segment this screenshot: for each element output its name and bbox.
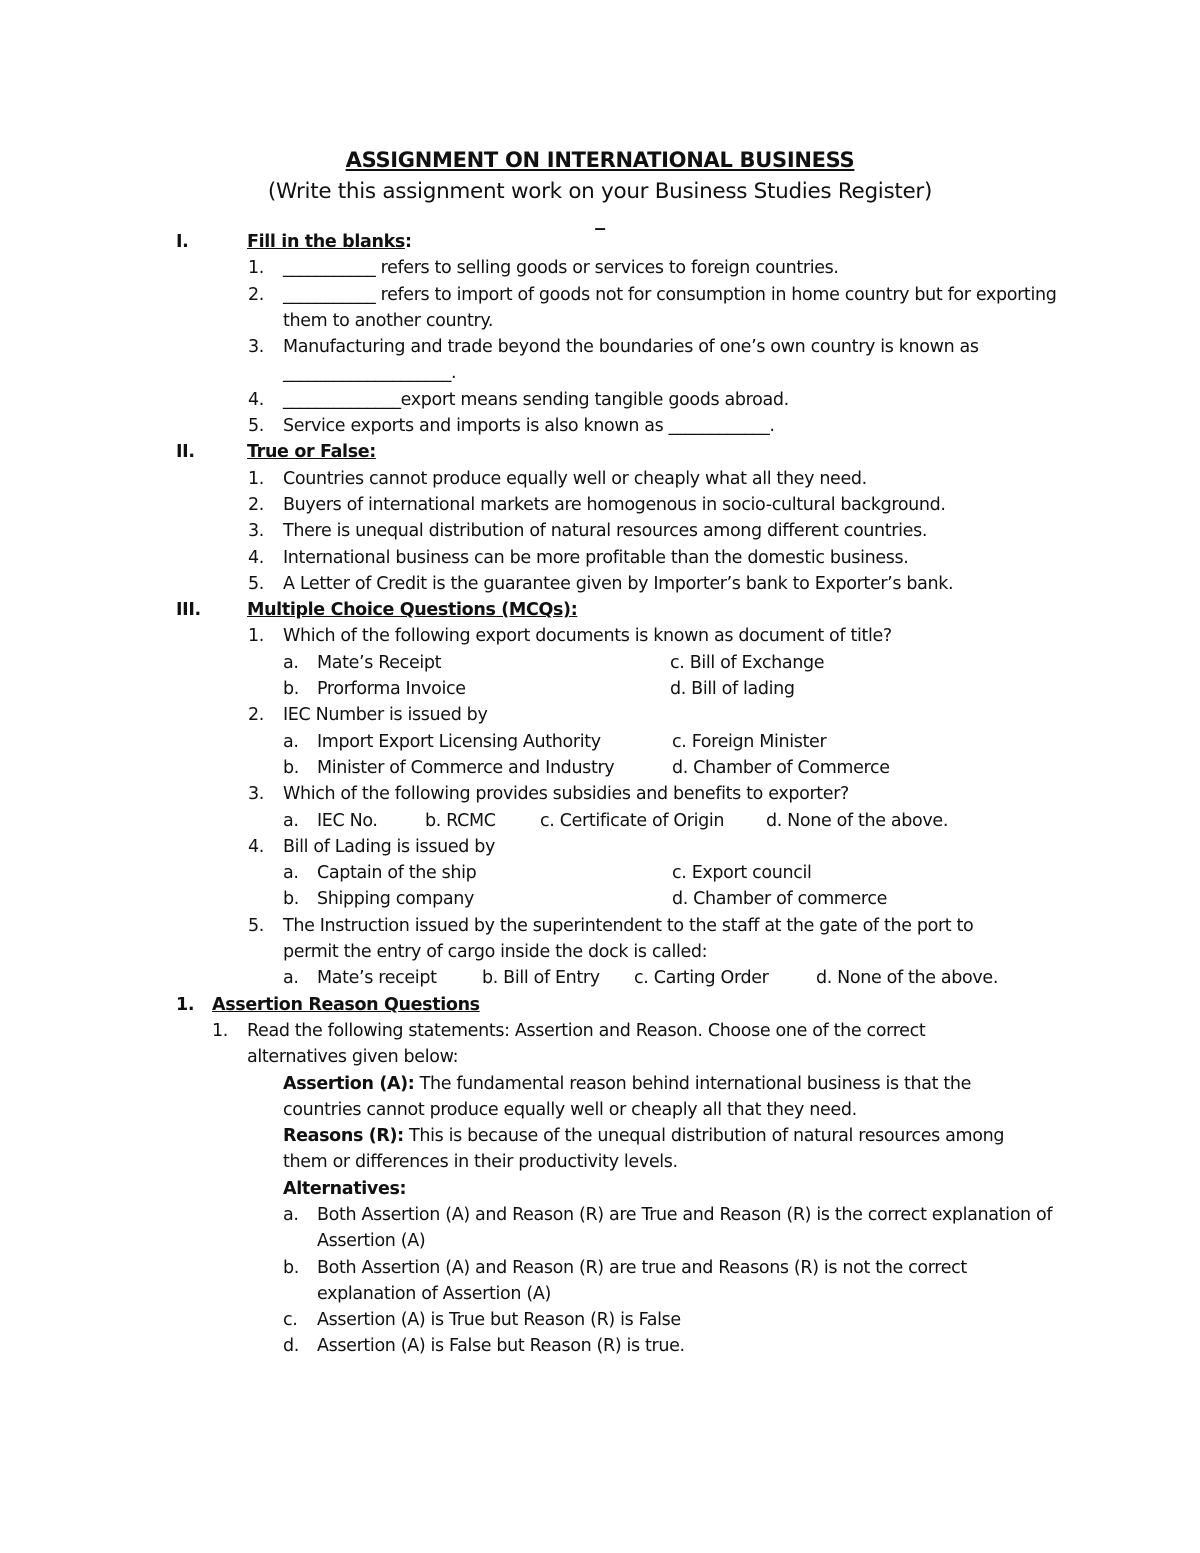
question-text: There is unequal distribution of natural resources among different countries.	[283, 521, 928, 542]
assertion-statement	[0, 1071, 1200, 1124]
alternative-text: Assertion (A) is False but Reason (R) is true.	[317, 1336, 685, 1357]
assignment-content	[0, 145, 1200, 1360]
alternatives-heading: Alternatives:	[283, 1178, 407, 1199]
question-text: Which of the following provides subsidies and benefits to exporter?	[283, 784, 849, 805]
section-fill-blanks-heading	[0, 229, 1200, 255]
question-text: Which of the following export documents is known as document of title?	[283, 626, 892, 647]
mcq-option-row: a. Captain of the ship c. Export council	[0, 860, 1200, 886]
option-b: Prorforma Invoice	[317, 679, 466, 700]
assertion-text: The fundamental reason behind international business is that the countries cannot produce equally well or cheaply all that they need.	[283, 1073, 971, 1120]
question-text: ___________ refers to selling goods or services to foreign countries.	[283, 258, 839, 279]
section-number: 1.	[176, 994, 195, 1015]
option-c: c. Carting Order	[634, 968, 769, 989]
question-text: IEC Number is issued by	[283, 705, 488, 726]
question-text: ___________ refers to import of goods not for consumption in home country but for exporting them to another country.	[283, 284, 1057, 331]
question-item: 4. International business can be more profitable than the domestic business.	[248, 547, 909, 568]
mcq-option-row: a. Import Export Licensing Authority c. Foreign Minister	[0, 729, 1200, 755]
option-a: Import Export Licensing Authority	[317, 731, 601, 752]
question-item: 5. A Letter of Credit is the guarantee given by Importer’s bank to Exporter’s bank.	[248, 573, 954, 594]
question-text: The Instruction issued by the superintendent to the staff at the gate of the port to permit the entry of cargo inside the dock is called:	[283, 915, 974, 963]
title-divider: _	[595, 206, 605, 230]
question-text: ______________export means sending tangible goods abroad.	[283, 389, 789, 410]
mcq-option-row: b. Prorforma Invoice d. Bill of lading	[0, 676, 1200, 702]
option-d: d. Bill of lading	[670, 679, 795, 700]
question-text: Service exports and imports is also known as ____________.	[283, 416, 775, 437]
mcq-question: 4. Bill of Lading is issued by	[248, 836, 495, 857]
question-text: Read the following statements: Assertion and Reason. Choose one of the correct alternatives given below:	[247, 1020, 926, 1068]
reason-statement	[0, 1123, 1200, 1176]
section-number: I.	[176, 232, 189, 252]
alternative-text: Both Assertion (A) and Reason (R) are true and Reasons (R) is not the correct explanation of Assertion (A)	[317, 1257, 967, 1304]
alternative-item: a. Both Assertion (A) and Reason (R) are True and Reason (R) is the correct explanation of Assertion (A)	[283, 1204, 1053, 1252]
question-item: 1. Countries cannot produce equally well or cheaply what all they need.	[248, 468, 867, 489]
mcq-question: 2. IEC Number is issued by	[248, 705, 488, 726]
option-b: Minister of Commerce and Industry	[317, 757, 615, 778]
question-item: 1. ___________ refers to selling goods or services to foreign countries.	[248, 258, 839, 279]
option-c: c. Foreign Minister	[672, 731, 827, 752]
mcq-option-row: a. Mate’s Receipt c. Bill of Exchange	[0, 650, 1200, 676]
mcq-option-row: b. Shipping company d. Chamber of commerce	[0, 886, 1200, 912]
section-assertion-heading	[0, 992, 1200, 1018]
option-a: IEC No.	[317, 810, 378, 831]
question-item: 3. Manufacturing and trade beyond the boundaries of one’s own country is known as ____________________.	[248, 337, 979, 384]
alternative-text: Both Assertion (A) and Reason (R) are True and Reason (R) is the correct explanation of Assertion (A)	[317, 1204, 1053, 1252]
section-number: II.	[176, 442, 195, 463]
mcq-option-row: a. IEC No. b. RCMC c. Certificate of Origin d. None of the above.	[0, 808, 1200, 834]
alternative-item: b. Both Assertion (A) and Reason (R) are true and Reasons (R) is not the correct explanation of Assertion (A)	[283, 1257, 967, 1304]
option-b: b. Bill of Entry	[482, 968, 600, 989]
option-c: c. Certificate of Origin	[540, 810, 725, 831]
mcq-question: 3. Which of the following provides subsidies and benefits to exporter?	[248, 784, 849, 805]
question-text: Bill of Lading is issued by	[283, 836, 495, 857]
option-c: c. Bill of Exchange	[670, 652, 825, 673]
reason-label: Reasons (R):	[283, 1126, 404, 1147]
option-a: Mate’s receipt	[317, 968, 437, 989]
question-text: Buyers of international markets are homogenous in socio-cultural background.	[283, 494, 946, 515]
section-title: Multiple Choice Questions (MCQs):	[247, 600, 578, 621]
question-item: 4. ______________export means sending tangible goods abroad.	[248, 389, 789, 410]
option-c: c. Export council	[672, 863, 812, 884]
mcq-question: 5. The Instruction issued by the superintendent to the staff at the gate of the port to permit the entry of cargo inside the dock is called:	[248, 915, 974, 963]
section-number: III.	[176, 600, 201, 621]
option-d: d. None of the above.	[766, 810, 949, 831]
question-item: 2. Buyers of international markets are homogenous in socio-cultural background.	[248, 494, 946, 515]
option-a: Mate’s Receipt	[317, 652, 442, 673]
section-title: Assertion Reason Questions	[212, 994, 480, 1015]
question-text: International business can be more profitable than the domestic business.	[283, 547, 909, 568]
question-item: 5. Service exports and imports is also known as ____________.	[248, 416, 775, 437]
option-b: b. RCMC	[425, 810, 496, 831]
mcq-option-row: a. Mate’s receipt b. Bill of Entry c. Carting Order d. None of the above.	[0, 965, 1200, 991]
option-d: d. Chamber of commerce	[672, 889, 888, 910]
question-item: 3. There is unequal distribution of natural resources among different countries.	[248, 521, 928, 542]
assertion-label: Assertion (A):	[283, 1073, 415, 1094]
document-subtitle: (Write this assignment work on your Business Studies Register)	[267, 179, 933, 204]
option-d: d. Chamber of Commerce	[672, 757, 890, 778]
mcq-question: 1. Which of the following export documents is known as document of title?	[248, 626, 892, 647]
section-title: True or False:	[247, 442, 376, 463]
option-a: Captain of the ship	[317, 863, 477, 884]
question-item: 2. ___________ refers to import of goods not for consumption in home country but for exporting them to another country.	[248, 284, 1057, 331]
question-text: A Letter of Credit is the guarantee given by Importer’s bank to Exporter’s bank.	[283, 573, 954, 594]
alternative-item: d. Assertion (A) is False but Reason (R) is true.	[283, 1336, 685, 1357]
mcq-option-row: b. Minister of Commerce and Industry d. Chamber of Commerce	[0, 755, 1200, 781]
assertion-question: 1. Read the following statements: Assertion and Reason. Choose one of the correct alternatives given below:	[212, 1020, 926, 1068]
reason-text: This is because of the unequal distribution of natural resources among them or differences in their productivity levels.	[283, 1126, 1005, 1173]
section-true-false-heading	[0, 439, 1200, 465]
section-title: Fill in the blanks	[247, 232, 405, 252]
option-b: Shipping company	[317, 889, 474, 910]
question-text: Countries cannot produce equally well or cheaply what all they need.	[283, 468, 867, 489]
document-title: ASSIGNMENT ON INTERNATIONAL BUSINESS	[345, 148, 855, 172]
section-mcq-heading	[0, 597, 1200, 623]
question-text: Manufacturing and trade beyond the boundaries of one’s own country is known as ____________________.	[283, 337, 979, 384]
option-d: d. None of the above.	[816, 968, 999, 989]
section-colon: :	[404, 232, 412, 252]
alternative-item: c. Assertion (A) is True but Reason (R) is False	[283, 1310, 681, 1331]
alternative-text: Assertion (A) is True but Reason (R) is False	[317, 1310, 681, 1331]
